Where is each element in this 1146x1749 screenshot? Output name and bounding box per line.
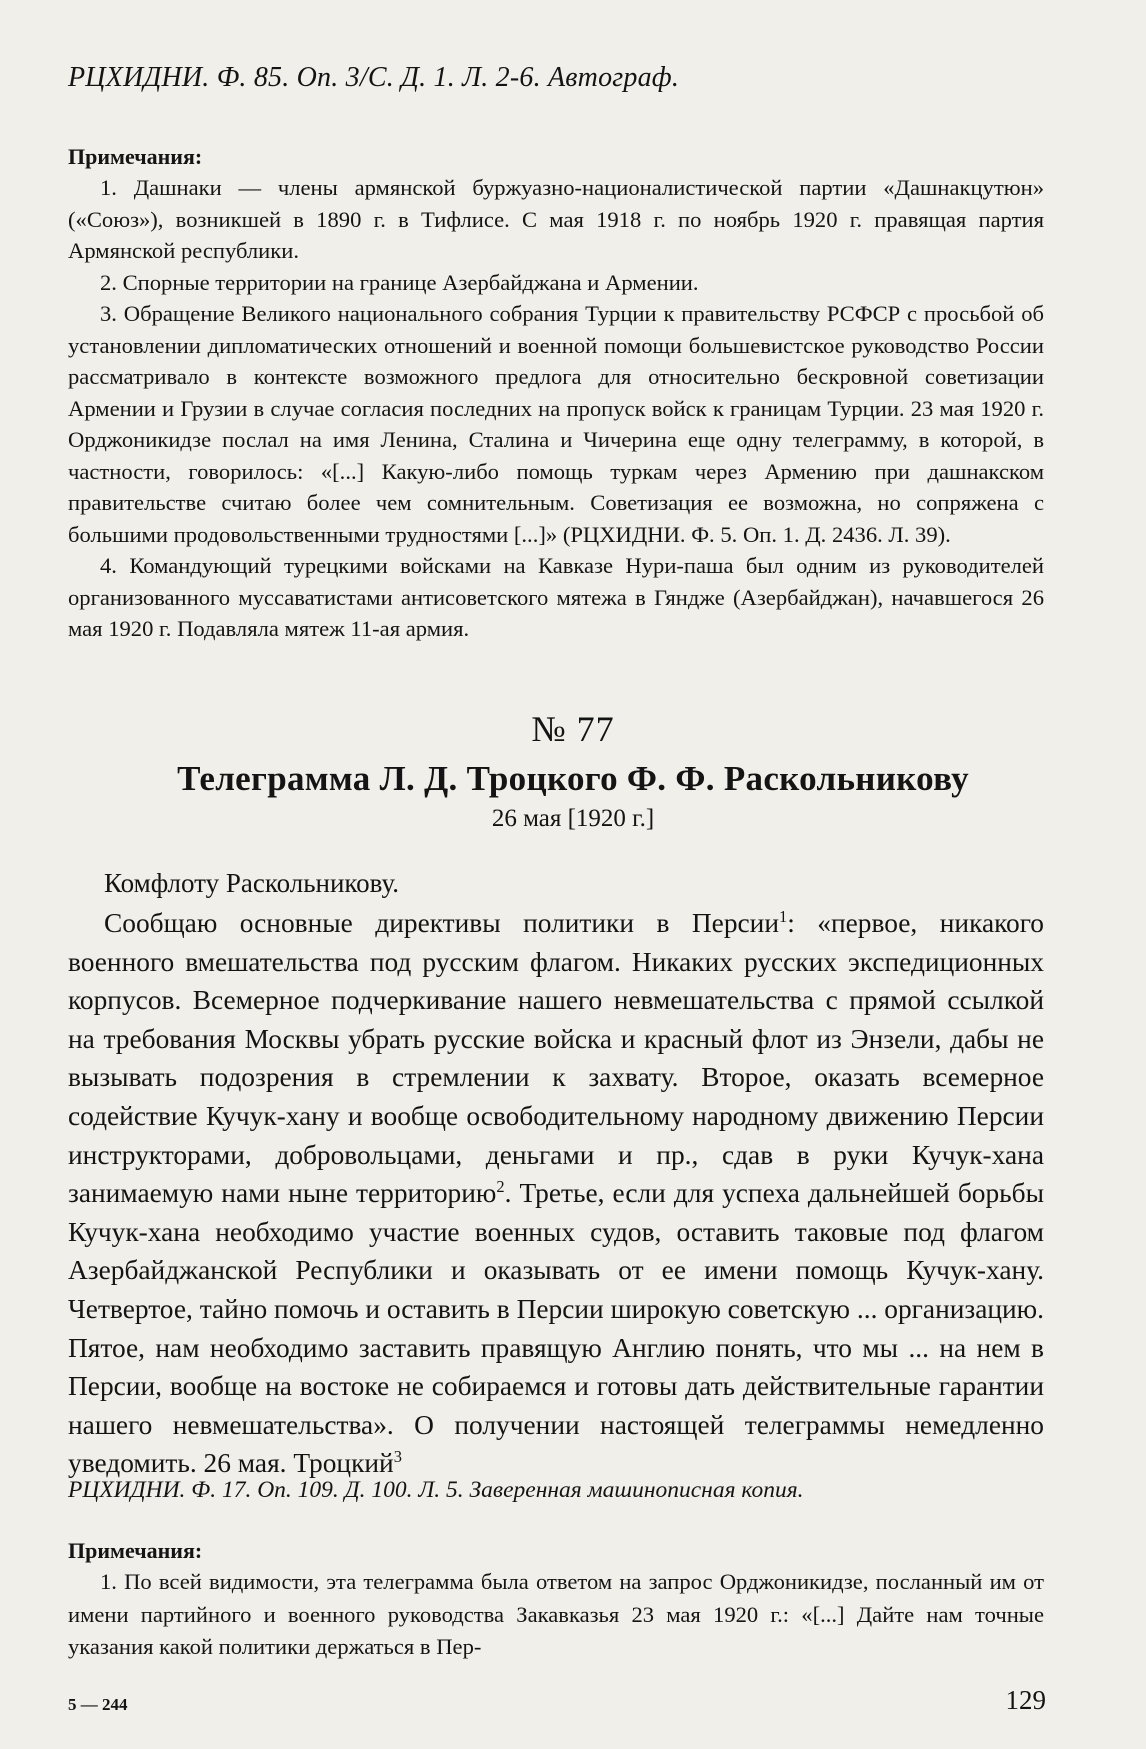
archive-source-reference-bottom: РЦХИДНИ. Ф. 17. Оп. 109. Д. 100. Л. 5. Заверенная машинописная копия. — [68, 1477, 804, 1503]
printer-signature-mark: 5 — 244 — [68, 1695, 128, 1714]
note-item: 4. Командующий турецкими войсками на Кавказе Нури-паша был одним из руководителей организованного муссаватистами антисоветского мятежа в Гяндже (Азербайджан), начавшегося 26 мая 1920 г. Подавляла мятеж 11-ая армия. — [68, 553, 1044, 641]
body-text-intro: Сообщаю основные директивы политики в Персии — [104, 908, 779, 938]
notes-title: Примечания: — [68, 144, 203, 169]
note-item: 1. Дашнаки — члены армянской буржуазно-националистической партии «Дашнакцутюн» («Союз»), возникшей в 1890 г. в Тифлисе. С мая 1918 г. по ноябрь 1920 г. правящая партия Армянской республики. — [68, 175, 1044, 263]
note-item: 3. Обращение Великого национального собрания Турции к правительству РСФСР с просьбой об установлении дипломатических отношений и военной помощи большевистское руководство России рассматривало в контексте возможного предлога для относительно бескровной советизации Армении и Грузии в случае согласия последних на пропуск войск к границам Турции. 23 мая 1920 г. Орджоникидзе послал на имя Ленина, Сталина и Чичерина еще одну телеграмму, в которой, в частности, говорилось: «[...] Какую-либо помощь туркам через Армению при дашнакском правительстве считаю более чем сомнительным. Советизация ее возможна, но сопряжена с большими продовольственными трудностями [...]» (РЦХИДНИ. Ф. 5. Оп. 1. Д. 2436. Л. 39). — [68, 301, 1044, 547]
notes-title: Примечания: — [68, 1538, 203, 1563]
body-paragraph — [68, 904, 1044, 1483]
footnote-marker: 2 — [496, 1177, 505, 1197]
archive-source-reference: РЦХИДНИ. Ф. 85. Оп. 3/С. Д. 1. Л. 2-6. Автограф. — [68, 62, 680, 93]
body-text: : «первое, никакого военного вмешательства под русским флагом. Никаких русских экспедиционных корпусов. Всемерное подчеркивание нашего невмешательства с прямой ссылкой на требования Москвы убрать русские войска и красный флот из Энзели, дабы не вызывать подозрения в стремлении к захвату. Второе, оказать всемерное содействие Кучук-хану и вообще освободительному народному движению Персии инструкторами, добровольцами, деньгами и пр., сдав в руки Кучук-хана занимаемую нами ныне территорию — [68, 908, 1044, 1209]
document-title: Телеграмма Л. Д. Троцкого Ф. Ф. Раскольникову — [177, 759, 969, 798]
document-number: № 77 — [531, 709, 615, 749]
footnote-marker: 3 — [393, 1447, 402, 1467]
body-text: . Третье, если для успеха дальнейшей борьбы Кучук-хана необходимо участие военных судов, оставить таковые под флагом Азербайджанской Республики и оказывать от ее имени помощь Кучук-хану. Четвертое, тайно помочь и оставить в Персии широкую советскую ... организацию. Пятое, нам необходимо заставить правящую Англию понять, что мы ... на нем в Персии, вообще на востоке не собираемся и готовы дать действительные гарантии нашего невмешательства». О получении настоящей телеграммы немедленно уведомить. 26 мая. Троцкий — [68, 1178, 1044, 1479]
note-item: 1. По всей видимости, эта телеграмма была ответом на запрос Орджоникидзе, посланный им от имени партийного и военного руководства Закавказья 23 мая 1920 г.: «[...] Дайте нам точные указания какой политики держаться в Пер- — [68, 1569, 1044, 1659]
note-item: 2. Спорные территории на границе Азербайджана и Армении. — [100, 269, 699, 295]
notes-section-bottom — [68, 1536, 1044, 1664]
page-number: 129 — [1005, 1685, 1046, 1715]
notes-section-top — [68, 142, 1044, 645]
footnote-marker: 1 — [779, 906, 788, 926]
document-body — [68, 904, 1044, 1483]
document-addressee: Комфлоту Раскольникову. — [104, 868, 400, 898]
document-date: 26 мая [1920 г.] — [491, 805, 655, 832]
